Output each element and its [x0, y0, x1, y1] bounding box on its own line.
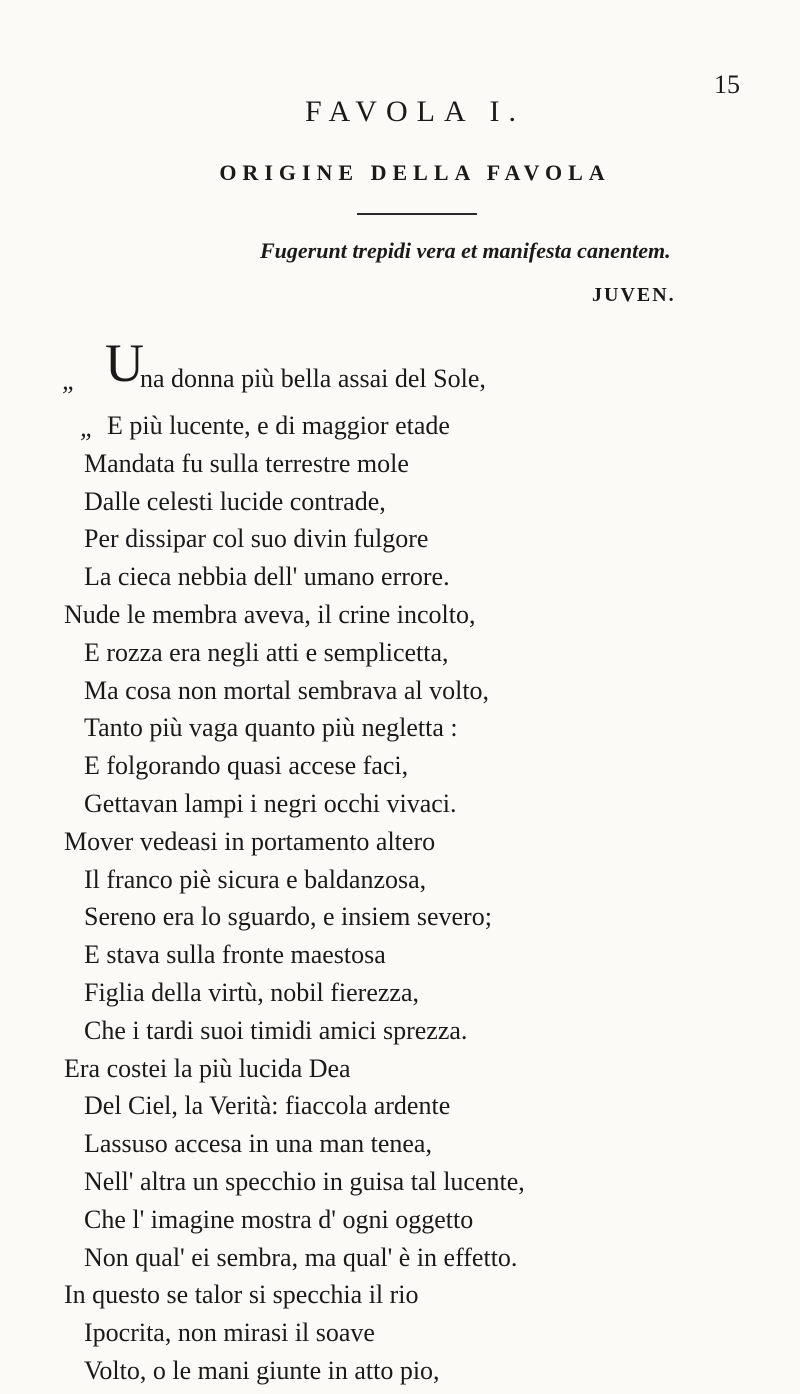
- poem-line: La cieca nebbia dell' umano errore.: [84, 562, 450, 592]
- poem-line: Del Ciel, la Verità: fiaccola ardente: [84, 1091, 451, 1121]
- poem-line: E folgorando quasi accese faci,: [84, 751, 409, 781]
- poem-line: Figlia della virtù, nobil fierezza,: [84, 978, 419, 1007]
- poem-line: Che l' imagine mostra d' ogni oggetto: [84, 1204, 474, 1234]
- poem-line: na donna più bella assai del Sole,: [140, 364, 486, 393]
- fable-subtitle: ORIGINE DELLA FAVOLA: [219, 160, 611, 185]
- poem-line: Non qual' ei sembra, ma qual' è in effetto.: [84, 1242, 518, 1272]
- poem-line: Ma cosa non mortal sembrava al volto,: [84, 675, 490, 705]
- poem-line: Nell' altra un specchio in guisa tal lucente,: [84, 1167, 525, 1196]
- poem-line: Ipocrita, non mirasi il soave: [84, 1318, 375, 1348]
- poem-line: Sereno era lo sguardo, e insiem severo;: [84, 902, 492, 932]
- quote-mark: „: [62, 366, 77, 395]
- poem-line: E rozza era negli atti e semplicetta,: [84, 637, 449, 667]
- poem-line: Che i tardi suoi timidi amici sprezza.: [84, 1015, 468, 1045]
- divider-rule: [357, 213, 477, 215]
- poem-line: Il franco piè sicura e baldanzosa,: [84, 864, 427, 894]
- poem-line: Lassuso accesa in una man tenea,: [84, 1129, 432, 1159]
- poem-line: Dalle celesti lucide contrade,: [84, 486, 386, 516]
- poem-line: Gettavan lampi i negri occhi vivaci.: [84, 789, 457, 818]
- poem-line: E più lucente, e di maggior etade: [107, 411, 450, 440]
- poem-line: Nude le membra aveva, il crine incolto,: [64, 600, 476, 629]
- poem-line: In questo se talor si specchia il rio: [64, 1280, 419, 1310]
- poem-line: Volto, o le mani giunte in atto pio,: [84, 1356, 440, 1385]
- poem-line: Mandata fu sulla terrestre mole: [84, 448, 409, 478]
- epigraph-text: Fugerunt trepidi vera et manifesta canentem.: [260, 238, 671, 263]
- quote-mark: „: [80, 413, 95, 442]
- poem-line: Per dissipar col suo divin fulgore: [84, 524, 429, 554]
- poem-line: Tanto più vaga quanto più negletta :: [84, 713, 458, 743]
- epigraph-author: JUVEN.: [592, 284, 676, 306]
- drop-initial: U: [105, 333, 144, 393]
- fable-title: FAVOLA I.: [305, 95, 525, 128]
- poem-line: E stava sulla fronte maestosa: [84, 940, 386, 970]
- page-number: 15: [714, 70, 740, 99]
- poem-line: Era costei la più lucida Dea: [64, 1053, 351, 1083]
- poem-line: Mover vedeasi in portamento altero: [64, 826, 436, 856]
